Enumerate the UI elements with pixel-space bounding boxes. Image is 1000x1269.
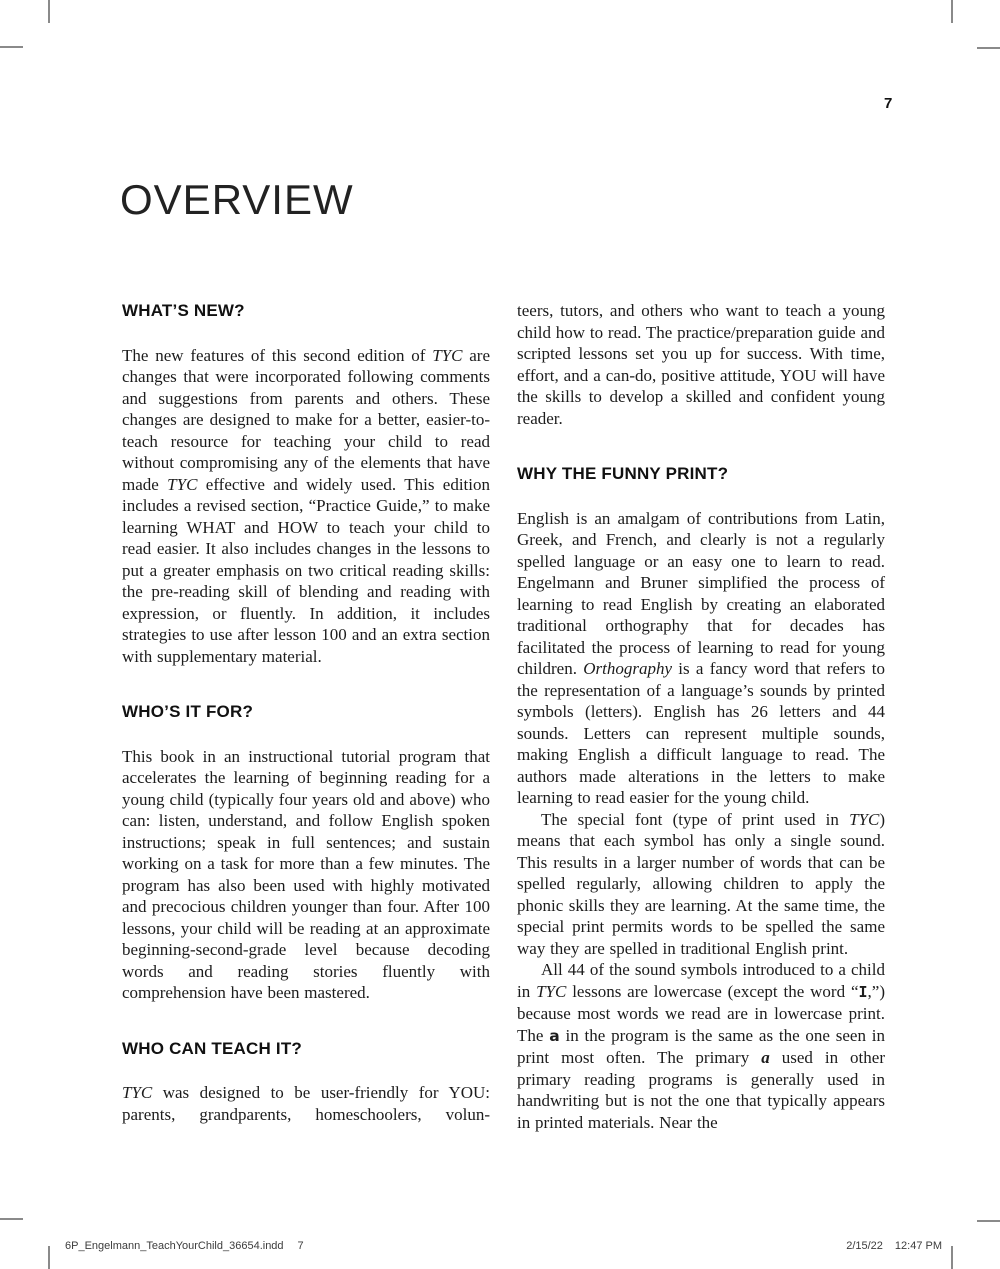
right-text-column xyxy=(517,300,885,1133)
paragraph xyxy=(517,300,885,429)
text-segment: English is an amalgam of contributions from Latin, Greek, and French, and clearly is not a regularly spelled language or an easy one to learn to read. Engelmann and Bruner simplified the process of learning to read English by creating an elaborated traditional orthography that for decades has facilitated the process of learning to read for young children. xyxy=(517,508,885,678)
text-segment: are changes that were incorporated following comments and suggestions from parents and others. These changes are designed to make for a better, easier-to-teach resource for teaching your child to read without compromising any of the elements that have made xyxy=(122,345,490,494)
page-title: OVERVIEW xyxy=(120,176,354,223)
text-segment-italic: Orthography xyxy=(583,659,673,678)
paragraph xyxy=(517,809,885,960)
print-timestamp-group xyxy=(846,1240,942,1252)
crop-mark-top-right-vertical xyxy=(951,0,953,23)
paragraph xyxy=(517,959,885,1133)
print-time: 12:47 PM xyxy=(894,1240,942,1252)
slug-page-number: 7 xyxy=(297,1240,304,1252)
text-segment: The special font (type of print used in xyxy=(541,809,850,829)
crop-mark-top-left-vertical xyxy=(48,0,50,23)
text-segment-italic: TYC xyxy=(849,809,880,829)
crop-mark-bottom-left-vertical xyxy=(48,1246,50,1269)
text-segment: ) means that each symbol has only a single sound. This results in a larger number of words that can be spelled regularly, allowing children to apply the phonic skills they are learning. At the same time, the special print permits words to be spelled the same way they are spelled in traditional English print. xyxy=(517,809,885,958)
text-segment-sans-bold: a xyxy=(549,1026,560,1045)
section-heading: WHAT’S NEW? xyxy=(122,301,245,320)
crop-mark-top-right-horizontal xyxy=(977,47,1000,49)
text-segment-italic-bold: a xyxy=(761,1048,770,1067)
text-segment: teers, tutors, and others who want to teach a young child how to read. The practice/preparation guide and scripted lessons set you up for success. With time, effort, and a can-do, positive attitude, YOU will have the skills to develop a skilled and confident young reader. xyxy=(517,301,885,428)
text-segment: All 44 of the sound symbols introduced to a child in xyxy=(517,960,885,1001)
text-segment-mono-bold: I xyxy=(858,982,868,1001)
text-segment: This book in an instructional tutorial program that accelerates the learning of beginning reading for a young child (typically four years old and above) who can: listen, understand, and follow English spoken instructions; speak in full sentences; and sustain working on a task for more than a few minutes. The program has also been used with highly motivated and precocious children younger than four. After 100 lessons, your child will be reading at an approximate beginning-second-grade level because decoding words and reading stories fluently with comprehension have been mastered. xyxy=(122,746,490,1002)
section-heading: WHO CAN TEACH IT? xyxy=(122,1038,302,1058)
page-number: 7 xyxy=(884,95,893,112)
crop-mark-bottom-right-horizontal xyxy=(977,1220,1000,1222)
text-segment-italic: TYC xyxy=(432,345,463,365)
paragraph xyxy=(122,345,490,668)
crop-mark-top-left-horizontal xyxy=(0,46,23,48)
text-segment: was designed to be user-friendly for YOU: parents, grandparents, homeschoolers, volun- xyxy=(122,1083,490,1124)
text-segment: is a fancy word that refers to the representation of a language’s sounds by printed symbols (letters). English has 26 letters and 44 sounds. Letters can represent multiple sounds, making English a difficult language to read. The authors made alterations in the letters to make learning to read easier for the young child. xyxy=(517,659,885,807)
crop-mark-bottom-left-horizontal xyxy=(0,1218,23,1220)
text-segment-italic: TYC xyxy=(536,981,567,1001)
slug-filename: 6P_Engelmann_TeachYourChild_36654.indd xyxy=(65,1240,284,1252)
text-segment: The new features of this second edition of xyxy=(122,345,433,365)
text-segment-italic: TYC xyxy=(122,1083,153,1102)
left-text-column xyxy=(122,300,490,1125)
print-date: 2/15/22 xyxy=(846,1240,883,1252)
paragraph xyxy=(122,1082,490,1125)
crop-mark-bottom-right-vertical xyxy=(951,1246,953,1269)
text-segment: lessons are lowercase (except the word “ xyxy=(566,981,859,1001)
slug-filename-group xyxy=(65,1240,304,1252)
text-segment: effective and widely used. This edition includes a revised section, “Practice Guide,” to make learning WHAT and HOW to teach your child to read easier. It also includes changes in the lessons to put a greater emphasis on two critical reading skills: the pre-reading skill of blending and reading with expression, or fluently. In addition, it includes strategies to use after lesson 100 and an extra section with supplementary material. xyxy=(122,474,490,666)
section-heading: WHY THE FUNNY PRINT? xyxy=(517,464,729,483)
paragraph xyxy=(122,746,490,1004)
text-segment: in the program is the same as the one seen in print most often. The primary xyxy=(517,1025,885,1067)
paragraph xyxy=(517,508,885,809)
section-heading: WHO’S IT FOR? xyxy=(122,702,254,721)
text-segment-italic: TYC xyxy=(167,474,198,494)
text-segment: ,”) because most words we read are in lowercase print. The xyxy=(517,981,885,1045)
text-segment: used in other primary reading programs is generally used in handwriting but is not the one that typically appears in printed materials. Near the xyxy=(517,1048,885,1132)
